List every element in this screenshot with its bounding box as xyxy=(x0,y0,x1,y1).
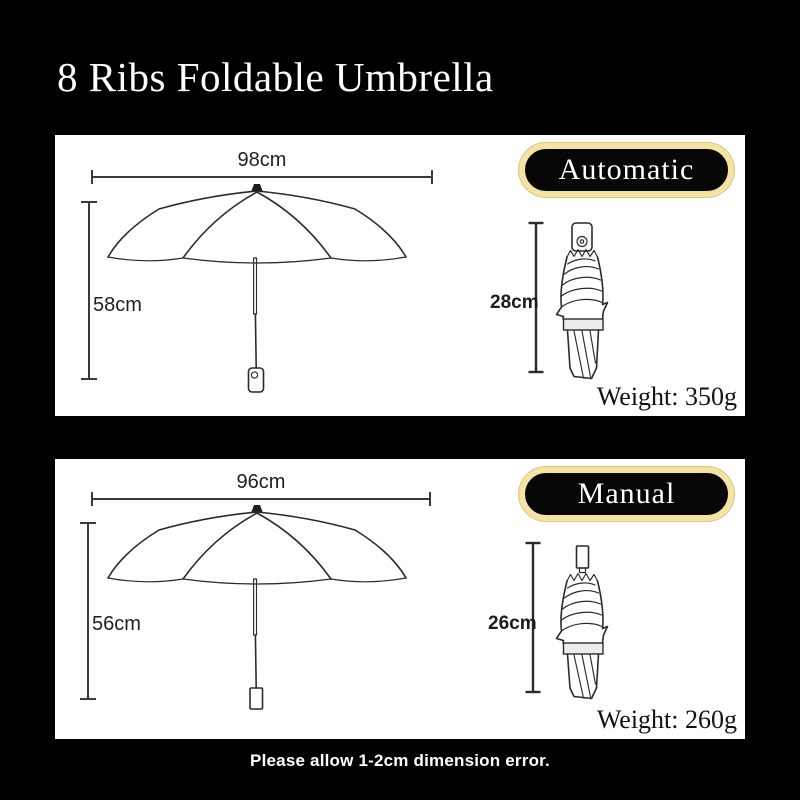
dimension-error-footnote: Please allow 1-2cm dimension error. xyxy=(250,751,550,770)
folded-height-label: 26cm xyxy=(488,613,537,634)
open-width-label: 96cm xyxy=(236,471,286,493)
weight-text-manual: Weight: 260g xyxy=(596,705,737,734)
variant-badge-manual xyxy=(519,467,734,521)
folded-height-label: 28cm xyxy=(490,292,539,313)
folded-umbrella-strap xyxy=(564,643,604,654)
spec-panel-automatic xyxy=(55,135,745,416)
variant-badge-label: Manual xyxy=(577,477,676,510)
page-title: 8 Ribs Foldable Umbrella xyxy=(57,54,494,100)
spec-panel-manual xyxy=(55,459,745,739)
folded-height-dimension-line xyxy=(488,543,541,692)
open-height-label: 56cm xyxy=(92,613,141,635)
folded-umbrella-drawing xyxy=(557,223,608,379)
folded-umbrella-handle-manual xyxy=(577,546,589,573)
open-umbrella-drawing xyxy=(108,505,406,709)
variant-badge-automatic xyxy=(519,143,734,197)
open-umbrella-handle-manual xyxy=(250,688,263,709)
open-width-label: 98cm xyxy=(237,149,287,171)
open-umbrella-drawing xyxy=(108,184,406,392)
variant-badge-label: Automatic xyxy=(558,153,695,186)
folded-umbrella-strap xyxy=(564,319,604,330)
open-height-label: 58cm xyxy=(93,294,142,316)
folded-height-dimension-line xyxy=(490,223,544,372)
open-width-dimension-line xyxy=(92,471,430,506)
open-width-dimension-line xyxy=(92,149,432,184)
folded-umbrella-drawing xyxy=(557,546,608,699)
open-umbrella-handle-automatic xyxy=(249,368,264,392)
weight-text-automatic: Weight: 350g xyxy=(596,382,737,411)
folded-umbrella-handle-automatic xyxy=(572,223,592,251)
